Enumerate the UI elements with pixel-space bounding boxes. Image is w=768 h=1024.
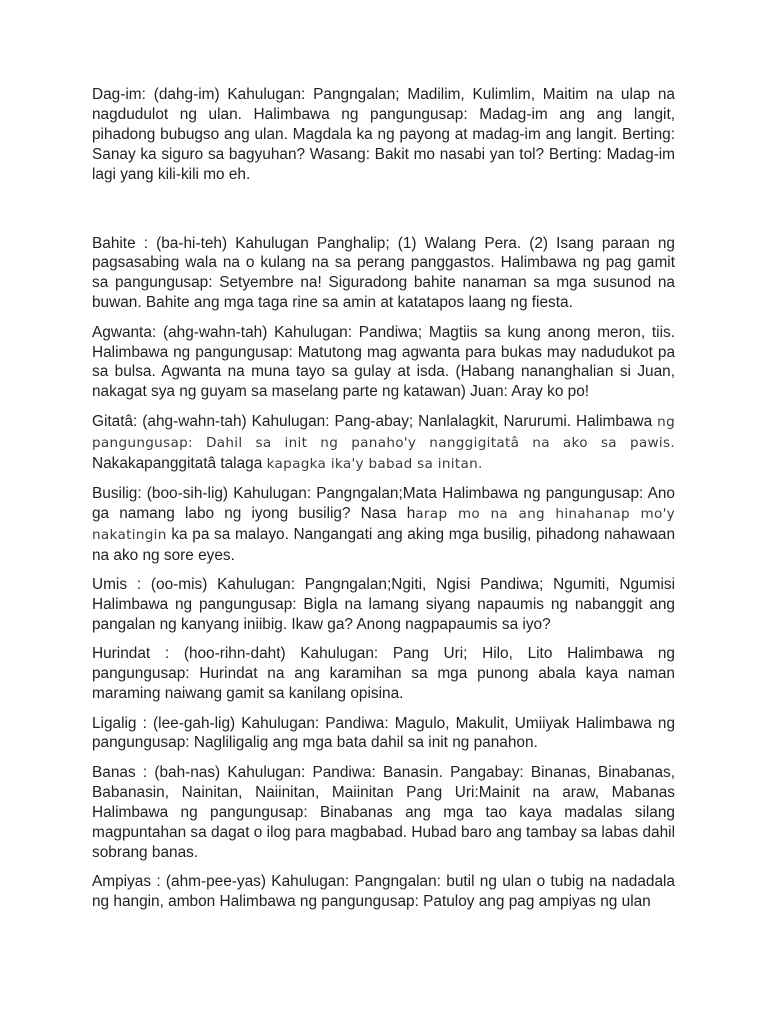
entry-gitata-line-2: ng pangungusap: Dahil sa init ng panaho'y nanggigitatâ na ako sa pawis. <box>92 413 676 451</box>
entry-dag-im: Dag-im: (dahg-im) Kahulugan: Pangngalan; Madilim, Kulimlim, Maitim na ulap na nagdudulot ng ulan. Halimbawa ng pangungusap: Madag-im ang ang langit, pihadong bubugso ang ulan. Magdala ka ng payong at madag-im ang langit. Berting: Sanay ka siguro sa bagyuhan? Wasang: Bakit mo nasabi yan tol? Berting: Madag-im lagi yang kili-kili mo eh. <box>92 86 675 183</box>
entry-hurindat: Hurindat : (hoo-rihn-daht) Kahulugan: Pang Uri; Hilo, Lito Halimbawa ng pangungusap: Hurindat na ang karamihan sa mga punong abala kaya naman maraming naiwang gamit sa kanilang opisina. <box>92 645 675 703</box>
entry-gitata-line-1: Gitatâ: (ahg-wahn-tah) Kahulugan: Pang-abay; Nanlalagkit, Narurumi. Halimbawa <box>92 412 653 430</box>
entry-busilig <box>92 484 675 566</box>
entry-banas: Banas : (bah-nas) Kahulugan: Pandiwa: Banasin. Pangabay: Binanas, Binabanas, Babanasin, Nainitan, Naiinitan, Maiinitan Pang Uri:Mainit na araw, Mabanas Halimbawa ng pangungusap: Binabanas ang mga tao kaya madalas silang magpuntahan sa dagat o ilog para magbabad. Hubad baro ang tambay sa labas dahil sobrang banas. <box>92 763 675 861</box>
entry-busilig-part-1: Busilig: (boo-sih-lig) Kahulugan: Pangngalan;Mata Halimbawa ng pangungusap: Ano ga namang labo ng iyong busilig? Nasa h <box>92 485 675 522</box>
entry-busilig-part-2: arap mo na ang hinahanap mo'y nakatingin <box>92 505 675 543</box>
entry-bahite: Bahite : (ba-hi-teh) Kahulugan Panghalip; (1) Walang Pera. (2) Isang paraan ng pagsasabing wala na o kulang na sa perang panggastos. Halimbawa ng pag gamit sa pangungusap: Setyembre na! Siguradong bahite nanaman sa mga susunod na buwan. Bahite ang mga taga rine sa amin at katatapos laang ng fiesta. <box>92 234 675 312</box>
entry-ligalig: Ligalig : (lee-gah-lig) Kahulugan: Pandiwa: Magulo, Makulit, Umiiyak Halimbawa ng pangungusap: Nagliligalig ang mga bata dahil sa init ng panahon. <box>92 714 675 752</box>
entry-umis: Umis : (oo-mis) Kahulugan: Pangngalan;Ngiti, Ngisi Pandiwa; Ngumiti, Ngumisi Halimbawa ng pangungusap: Bigla na lamang siyang napaumis ng nabanggit ang pangalan ng kanyang iniibig. Ikaw ga? Anong nagpapaumis sa iyo? <box>92 576 675 633</box>
entry-busilig-part-3: ka pa sa malayo. Nangangati ang aking mga busilig, pihadong nahawaan na ako ng sore eyes. <box>92 525 675 564</box>
entry-gitata-line-3b: kapagka ika'y babad sa initan. <box>266 455 483 472</box>
entry-ampiyas: Ampiyas : (ahm-pee-yas) Kahulugan: Pangngalan: butil ng ulan o tubig na nadadala ng hangin, ambon Halimbawa ng pangungusap: Patuloy ang pag ampiyas ng ulan <box>92 872 675 910</box>
entry-gitata <box>92 412 675 475</box>
entry-gitata-line-3a: Nakakapanggitatâ talaga <box>92 454 263 472</box>
document-page <box>92 85 675 921</box>
entry-agwanta: Agwanta: (ahg-wahn-tah) Kahulugan: Pandiwa; Magtiis sa kung anong meron, tiis. Halimbawa ng pangungusap: Matutong mag agwanta para bukas may nadudukot pa sa bulsa. Agwanta na muna tayo sa gulay at isda. (Habang nananghalian si Juan, nakagat sya ng guyam sa maselang parte ng katawan) Juan: Aray ko po! <box>92 323 675 401</box>
